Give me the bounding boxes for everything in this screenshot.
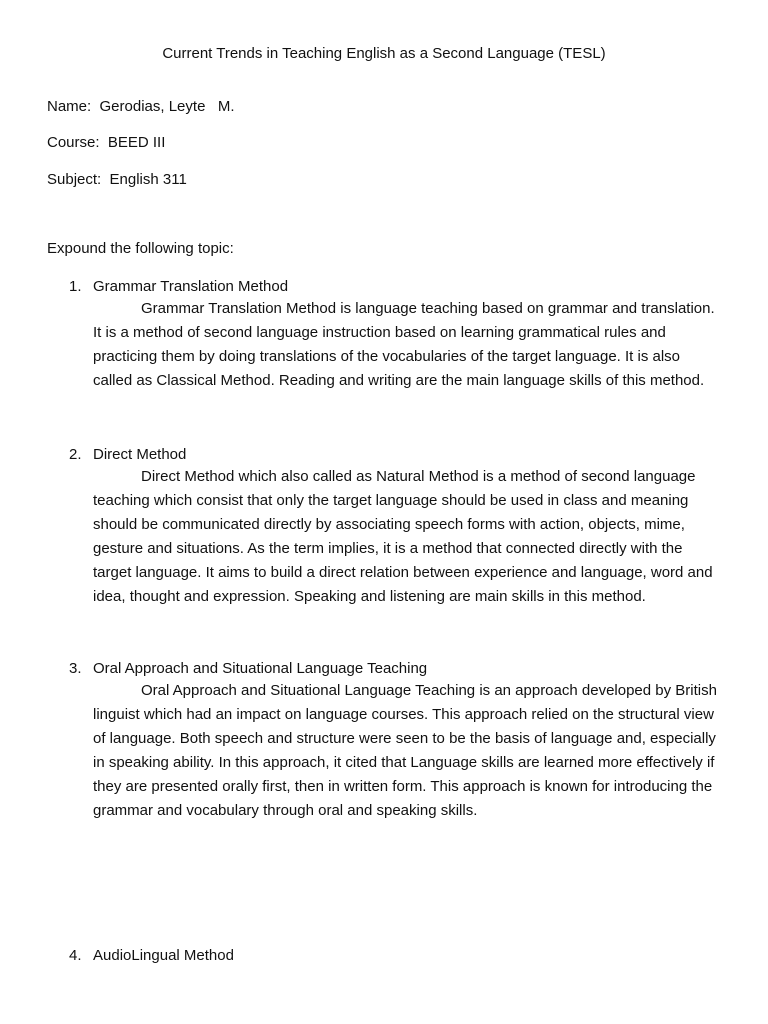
topic-number: 4. [69,947,82,964]
topic-heading [69,277,719,297]
topic-paragraph: Grammar Translation Method is language teaching based on grammar and translation. It is a method of second language instruction based on learning grammatical rules and practicing them by doing translations of the vocabularies of the target language. It is also called as Classical Method. Reading and writing are the main language skills of this method. [93,300,715,389]
topic-paragraph: Oral Approach and Situational Language Teaching is an approach developed by British linguist which had an impact on language courses. This approach relied on the structural view of language. Both speech and structure were seen to be the basis of language and, especially in speaking ability. In this approach, it cited that Language skills are learned more effectively if they are presented orally first, then in written form. This approach is known for introducing the grammar and vocabulary through oral and speaking skills. [93,682,717,819]
topic-item [69,277,719,393]
topic-item [69,659,719,823]
course-line: Course: BEED III [47,134,166,151]
topic-number: 2. [69,446,82,463]
topic-heading [69,659,719,679]
subject-line: Subject: English 311 [47,171,187,188]
instruction-prompt: Expound the following topic: [47,240,234,257]
topic-heading [69,445,719,465]
topic-title: Direct Method [93,446,187,463]
document-title: Current Trends in Teaching English as a Second Language (TESL) [162,45,606,62]
topic-item [69,445,719,609]
topic-heading [69,946,719,966]
name-line: Name: Gerodias, Leyte M. [47,98,235,115]
topic-item [69,946,719,966]
topic-title: Grammar Translation Method [93,278,289,295]
topic-number: 3. [69,660,82,677]
topic-title: AudioLingual Method [93,947,234,964]
topic-title: Oral Approach and Situational Language Teaching [93,660,428,677]
topic-paragraph: Direct Method which also called as Natural Method is a method of second language teaching which consist that only the target language should be used in class and meaning should be communicated directly by associating speech forms with action, objects, mime, gesture and situations. As the term implies, it is a method that connected directly with the target language. It aims to build a direct relation between experience and language, word and idea, thought and expression. Speaking and listening are main skills in this method. [93,468,713,605]
topic-number: 1. [69,278,82,295]
